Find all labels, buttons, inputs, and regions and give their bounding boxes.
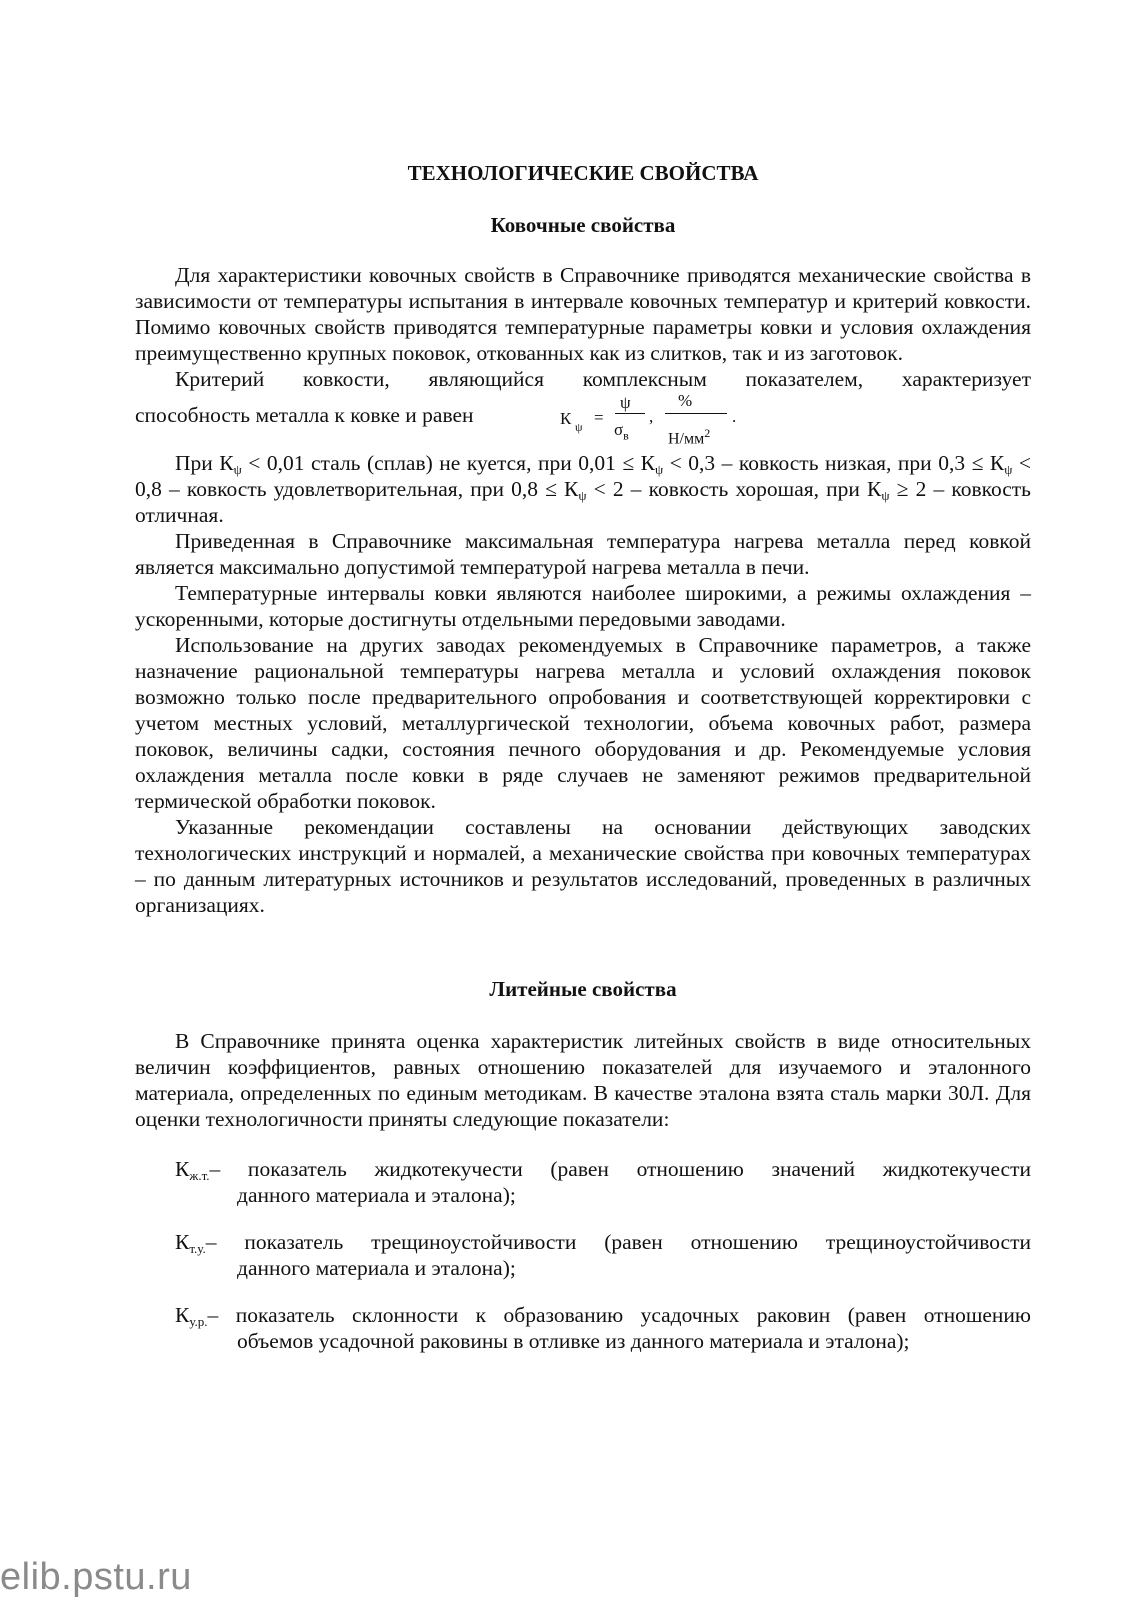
coefficient-symbol: $К_{у.р.}$ xyxy=(175,1303,208,1329)
watermark: elib.pstu.ru xyxy=(0,1556,192,1598)
paragraph: Температурные интервалы ковки являются наиболее широкими, а режимы охлаждения – ускоренными, которые достигнуты отдельными передовыми заводами. xyxy=(135,581,1031,631)
list-item xyxy=(175,1229,1031,1281)
list-item-text: – показатель склонности к образованию усадочных раковин (равен отношению xyxy=(207,1303,1031,1327)
paragraph-forgeability-ranges: При $К_\psi < 0,01$ сталь (сплав) не куется, при $0,01 \le К_\psi < 0,3$ – ковкость низкая, при $0,3 \le К_\psi < 0,8$ – ковкость удовлетворительная, при $0,8 \le К_\psi < 2$ – ковкость хорошая, при $К_\psi \ge 2$ – ковкость отличная. xyxy=(135,451,1031,527)
paragraph: В Справочнике принята оценка характеристик литейных свойств в виде относительных величин коэффициентов, равных отношению показателей для изучаемого и эталонного материала, определенных по единым методикам. В качестве эталона взята сталь марки 30Л. Для оценки технологичности приняты следующие показатели: xyxy=(135,1029,1031,1131)
formula-equals: = xyxy=(594,408,604,427)
coefficient-symbol: $К_{ж.т.}$ xyxy=(175,1157,210,1183)
casting-section xyxy=(135,1028,1031,1132)
list-item xyxy=(175,1302,1031,1354)
formula-line xyxy=(135,392,1031,448)
coefficient-symbol: $К_{т.у.}$ xyxy=(175,1230,206,1256)
list-item-text: объемов усадочной раковины в отливке из данного материала и эталона); xyxy=(237,1329,910,1353)
section-heading-casting: Литейные свойства xyxy=(489,977,677,1001)
forging-section xyxy=(135,262,1031,918)
unit-denominator: $Н/мм^2$ xyxy=(668,426,711,448)
fraction-bar xyxy=(615,413,645,414)
formula-k: К xyxy=(560,409,572,428)
formula-comma: , xyxy=(649,407,654,426)
unit-numerator: % xyxy=(678,391,693,410)
fraction-bar xyxy=(665,413,727,414)
paragraph: Приведенная в Справочнике максимальная температура нагрева металла перед ковкой является максимально допустимой температурой нагрева металла в печи. xyxy=(135,529,1031,579)
formula-period: . xyxy=(732,407,737,426)
forgeability-formula xyxy=(560,392,760,448)
list-item-text: – показатель трещиноустойчивости (равен отношению трещиноустойчивости xyxy=(205,1230,1031,1254)
formula-denominator: $\sigma_в$ xyxy=(614,420,629,443)
list-item-text: данного материала и эталона); xyxy=(237,1183,516,1207)
paragraph: Использование на других заводах рекомендуемых в Справочнике параметров, а также назначение рациональной температуры нагрева металла и условий охлаждения поковок возможно только после предварительного опробования и соответствующей корректировки с учетом местных условий, металлургической технологии, объема ковочных работ, размера поковок, величины садки, состояния печного оборудования и др. Рекомендуемые условия охлаждения металла после ковки в ряде случаев не заменяют режимов предварительной термической обработки поковок. xyxy=(135,633,1031,813)
list-item xyxy=(175,1156,1031,1208)
paragraph: Указанные рекомендации составлены на основании действующих заводских технологических инструкций и нормалей, а механические свойства при ковочных температурах – по данным литературных источников и результатов исследований, проведенных в различных организациях. xyxy=(135,815,1031,917)
list-item-text: – показатель жидкотекучести (равен отношению значений жидкотекучести xyxy=(209,1157,1031,1181)
paragraph-continuation: способность металла к ковке и равен xyxy=(135,403,474,427)
paragraph: Критерий ковкости, являющийся комплексным показателем, характеризует xyxy=(175,367,1031,391)
section-heading-forging: Ковочные свойства xyxy=(490,213,676,237)
formula-numerator: ψ xyxy=(620,393,631,412)
paragraph: Для характеристики ковочных свойств в Справочнике приводятся механические свойства в зависимости от температуры испытания в интервале ковочных температур и критерий ковкости. Помимо ковочных свойств приводятся температурные параметры ковки и условия охлаждения преимущественно крупных поковок, откованных как из слитков, так и из заготовок. xyxy=(135,263,1031,365)
formula-k-subscript: ψ xyxy=(575,420,583,434)
list-item-text: данного материала и эталона); xyxy=(237,1256,516,1280)
page-title: ТЕХНОЛОГИЧЕСКИЕ СВОЙСТВА xyxy=(407,161,759,185)
